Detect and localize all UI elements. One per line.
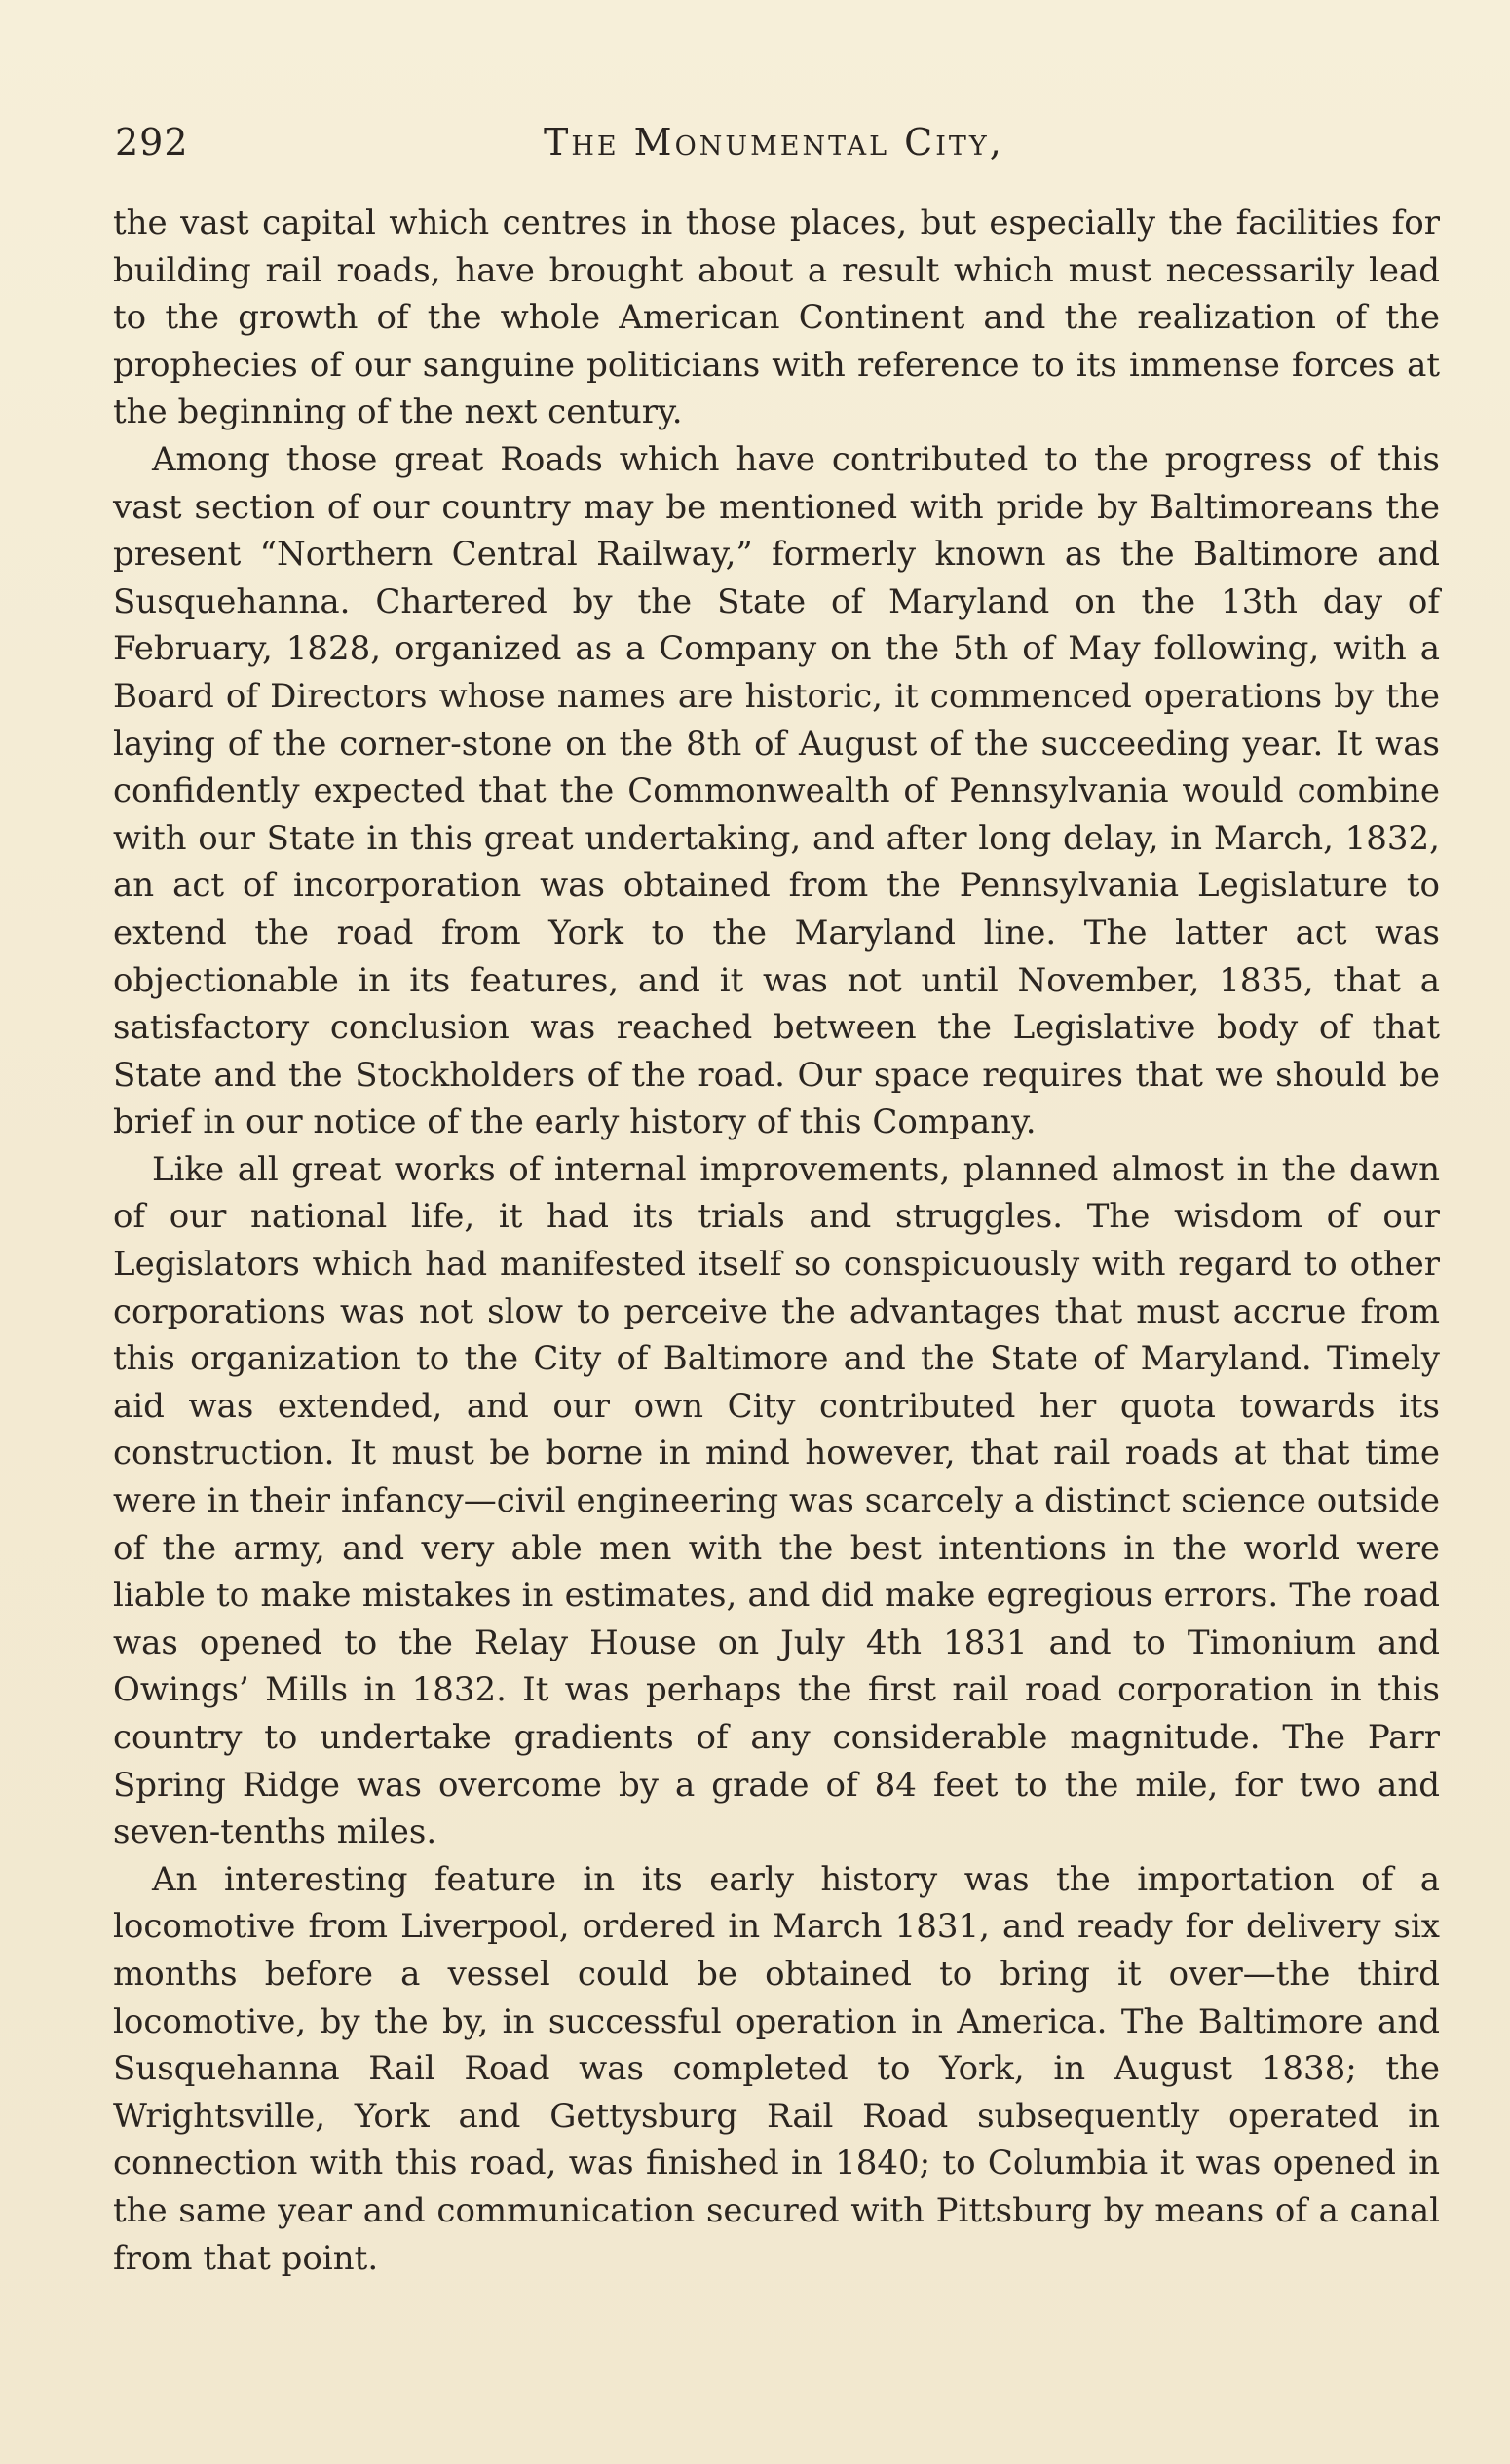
running-title: The Monumental City,: [544, 121, 1004, 164]
paragraph-continuation: the vast capital which centres in those places, but especially the facilities for building rail roads, have brought about a result which must necessarily lead to the growth of the whole American Continent and the realization of the prophecies of our sanguine politicians with reference to its immense forces at the beginning of the next century.: [113, 204, 1440, 432]
paragraph-trials-and-struggles: Like all great works of internal improvements, planned almost in the dawn of our national life, it had its trials and struggles. The wisdom of our Legislators which had manifested itself so conspicuously with regard to other corporations was not slow to perceive the advantages that must accrue from this organization to the City of Baltimore and the State of Maryland. Timely aid was extended, and our own City contributed her quota towards its construction. It must be borne in mind however, that rail roads at that time were in their infancy—civil engineering was scarcely a distinct science outside of the army, and very able men with the best intentions in the world were liable to make mistakes in estimates, and did make egregious errors. The road was opened to the Relay House on July 4th 1831 and to Timonium and Owings’ Mills in 1832. It was perhaps the first rail road corporation in this country to undertake gradients of any considerable magnitude. The Parr Spring Ridge was overcome by a grade of 84 feet to the mile, for two and seven-tenths miles.: [113, 1149, 1440, 1852]
page-number: 292: [115, 121, 189, 164]
page-header: [115, 121, 1440, 179]
body-text: [113, 200, 1440, 2282]
paragraph-locomotive-importation: An interesting feature in its early history was the importation of a locomotive from Liverpool, ordered in March 1831, and ready for delivery six months before a vessel could be obtained to bring it over—the third locomotive, by the by, in successful operation in America. The Baltimore and Susquehanna Rail Road was completed to York, in August 1838; the Wrightsville, York and Gettysburg Rail Road subsequently operated in connection with this road, was finished in 1840; to Columbia it was opened in the same year and communication secured with Pittsburg by means of a canal from that point.: [113, 1859, 1440, 2278]
paragraph-northern-central: Among those great Roads which have contributed to the progress of this vast section of our country may be mentioned with pride by Baltimoreans the present “Northern Central Railway,” formerly known as the Baltimore and Susquehanna. Chartered by the State of Maryland on the 13th day of February, 1828, organized as a Company on the 5th of May following, with a Board of Directors whose names are historic, it commenced operations by the laying of the corner-stone on the 8th of August of the succeeding year. It was confidently expected that the Commonwealth of Pennsylvania would combine with our State in this great undertaking, and after long delay, in March, 1832, an act of incorporation was obtained from the Pennsylvania Legislature to extend the road from York to the Maryland line. The latter act was objectionable in its features, and it was not until November, 1835, that a satisfactory conclusion was reached between the Legislative body of that State and the Stockholders of the road. Our space requires that we should be brief in our notice of the early history of this Company.: [113, 439, 1440, 1142]
